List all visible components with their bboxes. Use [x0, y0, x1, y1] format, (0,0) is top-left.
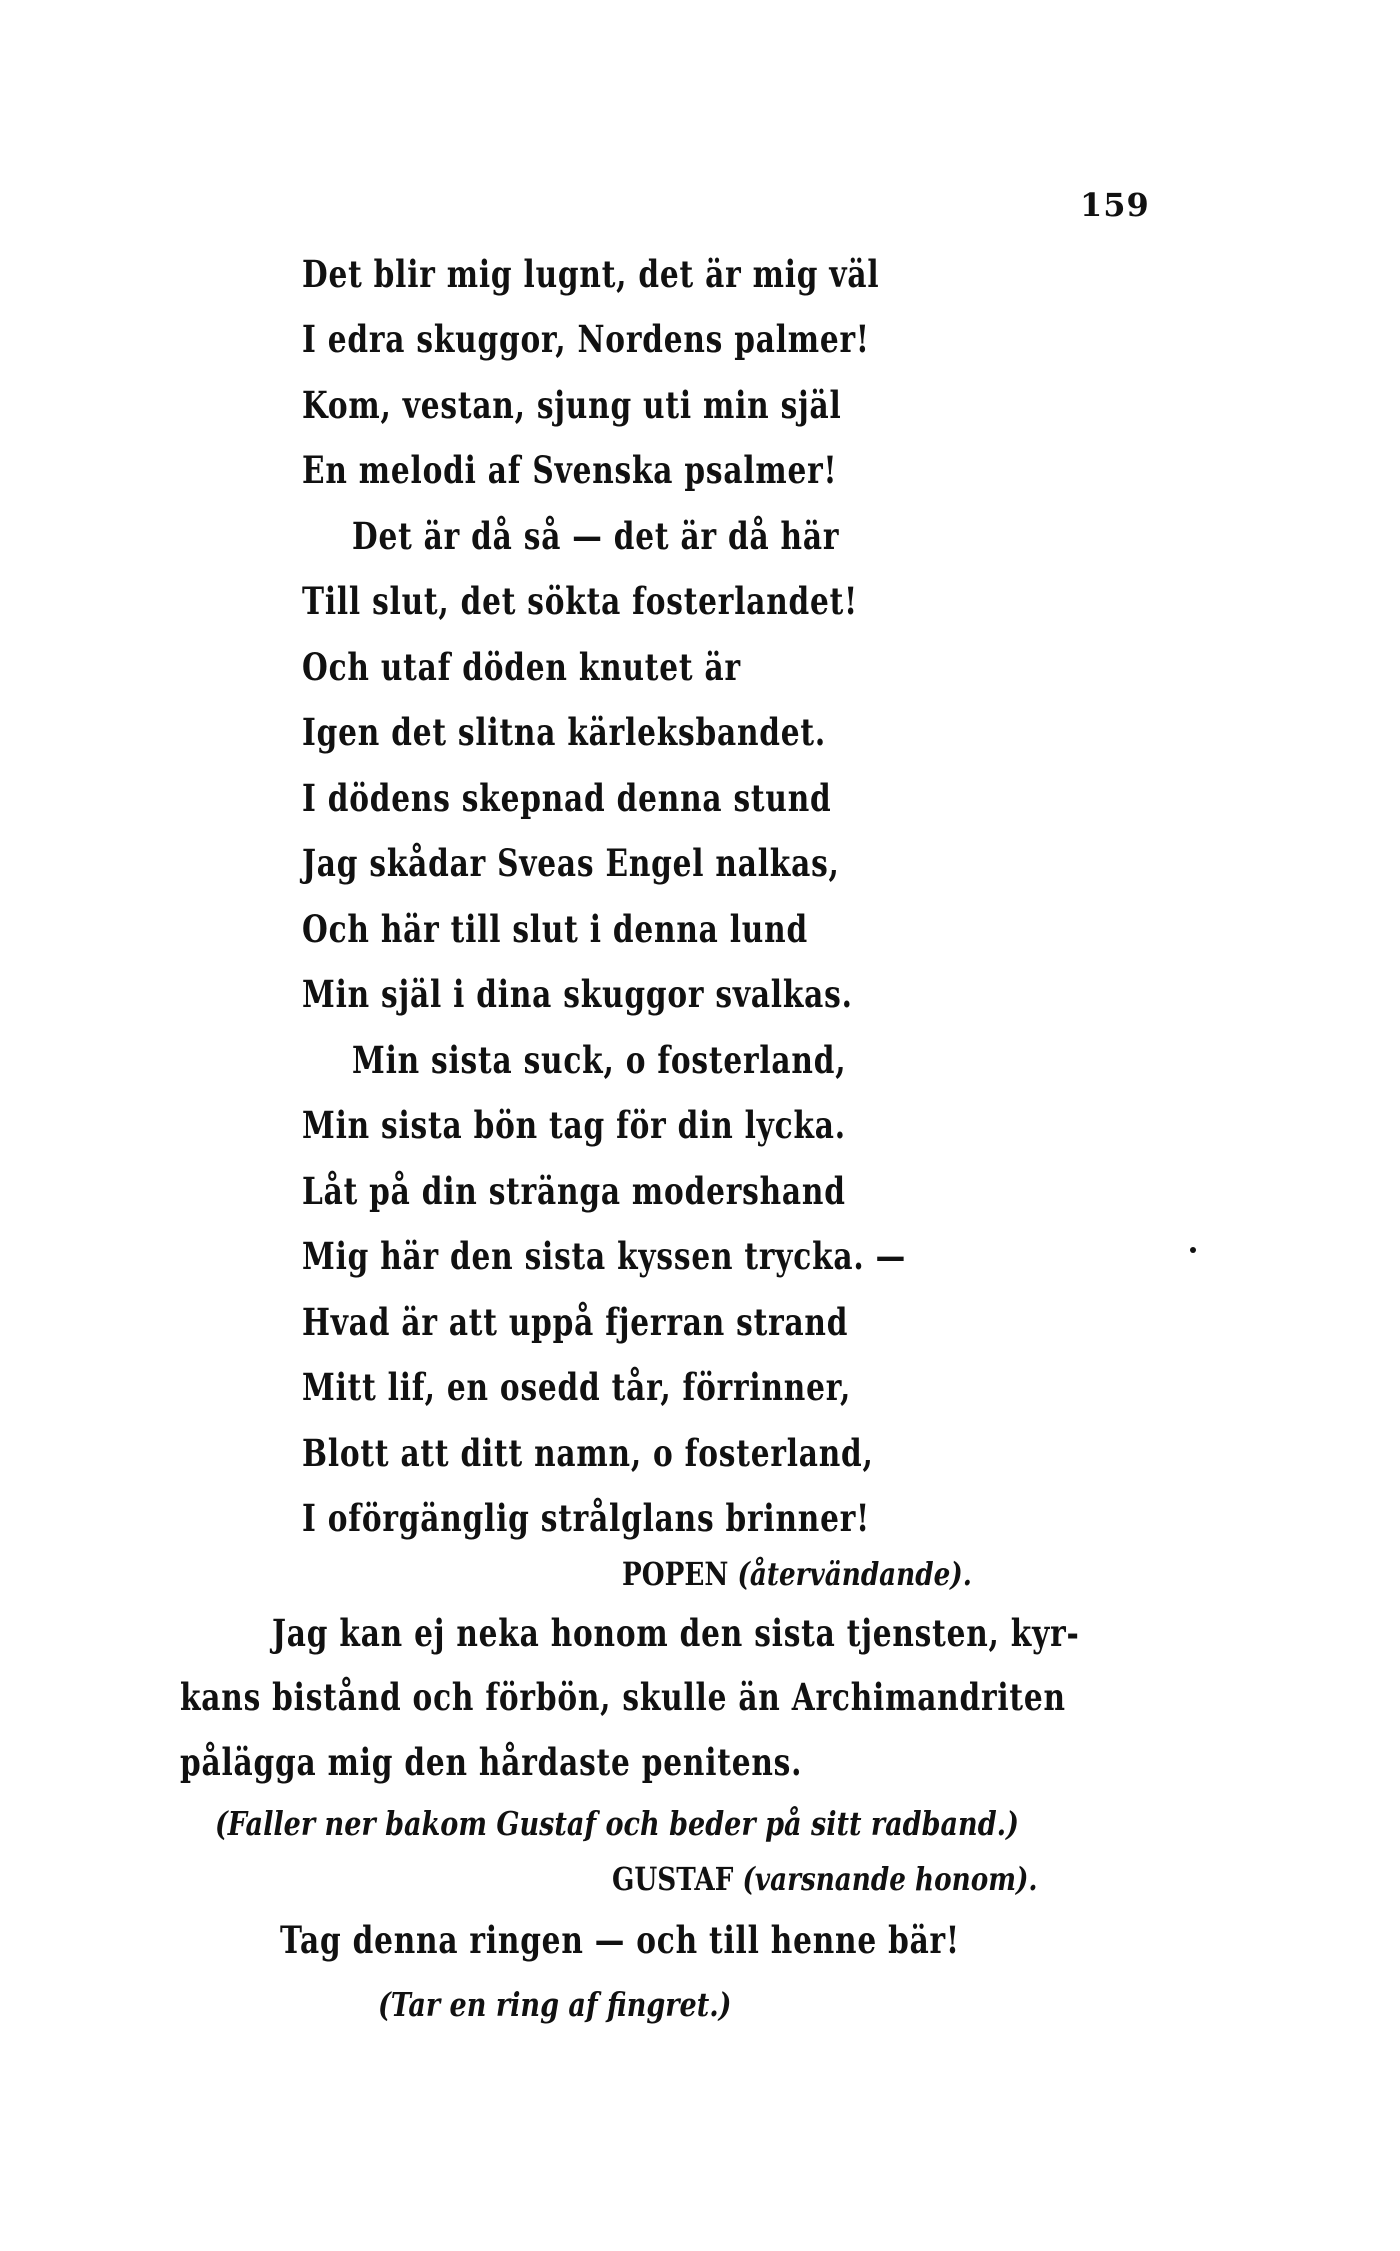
stage-direction: (Tar en ring af fingret.) — [378, 1985, 732, 2024]
verse-line: Och utaf döden knutet är — [302, 645, 741, 689]
verse-line: Kom, vestan, sjung uti min själ — [302, 383, 842, 427]
verse-line: Blott att ditt namn, o fosterland, — [302, 1431, 874, 1475]
verse-line: I dödens skepnad denna stund — [302, 776, 832, 820]
speaker-heading-popen — [622, 1555, 972, 1593]
verse-line: Hvad är att uppå fjerran strand — [302, 1300, 849, 1344]
prose-line: Jag kan ej neka honom den sista tjensten, kyr- — [272, 1611, 1080, 1655]
dialogue-line: Tag denna ringen — och till henne bär! — [280, 1918, 960, 1962]
verse-line: Till slut, det sökta fosterlandet! — [302, 579, 858, 623]
verse-line: Det blir mig lugnt, det är mig väl — [302, 252, 880, 296]
verse-line: Min själ i dina skuggor svalkas. — [302, 972, 853, 1016]
prose-line: kans bistånd och förbön, skulle än Archimandriten — [180, 1675, 1066, 1719]
verse-line: I edra skuggor, Nordens palmer! — [302, 317, 870, 361]
page-number: 159 — [1080, 186, 1150, 224]
verse-line: Min sista suck, o fosterland, — [352, 1038, 847, 1082]
speaker-direction: (varsnande honom). — [742, 1860, 1038, 1898]
verse-line: Låt på din stränga modershand — [302, 1169, 846, 1213]
speaker-name: GUSTAF — [612, 1860, 734, 1898]
verse-line: Min sista bön tag för din lycka. — [302, 1103, 846, 1147]
verse-line: Jag skådar Sveas Engel nalkas, — [302, 841, 840, 885]
verse-line: Mig här den sista kyssen trycka. — — [302, 1234, 906, 1278]
verse-line: Igen det slitna kärleksbandet. — [302, 710, 826, 754]
speaker-direction: (återvändande). — [737, 1555, 972, 1593]
verse-line: Mitt lif, en osedd tår, förrinner, — [302, 1365, 852, 1409]
verse-line: Det är då så — det är då här — [352, 514, 840, 558]
speaker-heading-gustaf — [612, 1860, 1038, 1898]
ink-speck — [1190, 1247, 1196, 1253]
verse-line: Och här till slut i denna lund — [302, 907, 808, 951]
verse-line: I oförgänglig strålglans brinner! — [302, 1496, 870, 1540]
prose-line: pålägga mig den hårdaste penitens. — [180, 1740, 803, 1784]
verse-line: En melodi af Svenska psalmer! — [302, 448, 838, 492]
speaker-name: POPEN — [622, 1555, 729, 1593]
stage-direction: (Faller ner bakom Gustaf och beder på sitt radband.) — [215, 1804, 1019, 1843]
